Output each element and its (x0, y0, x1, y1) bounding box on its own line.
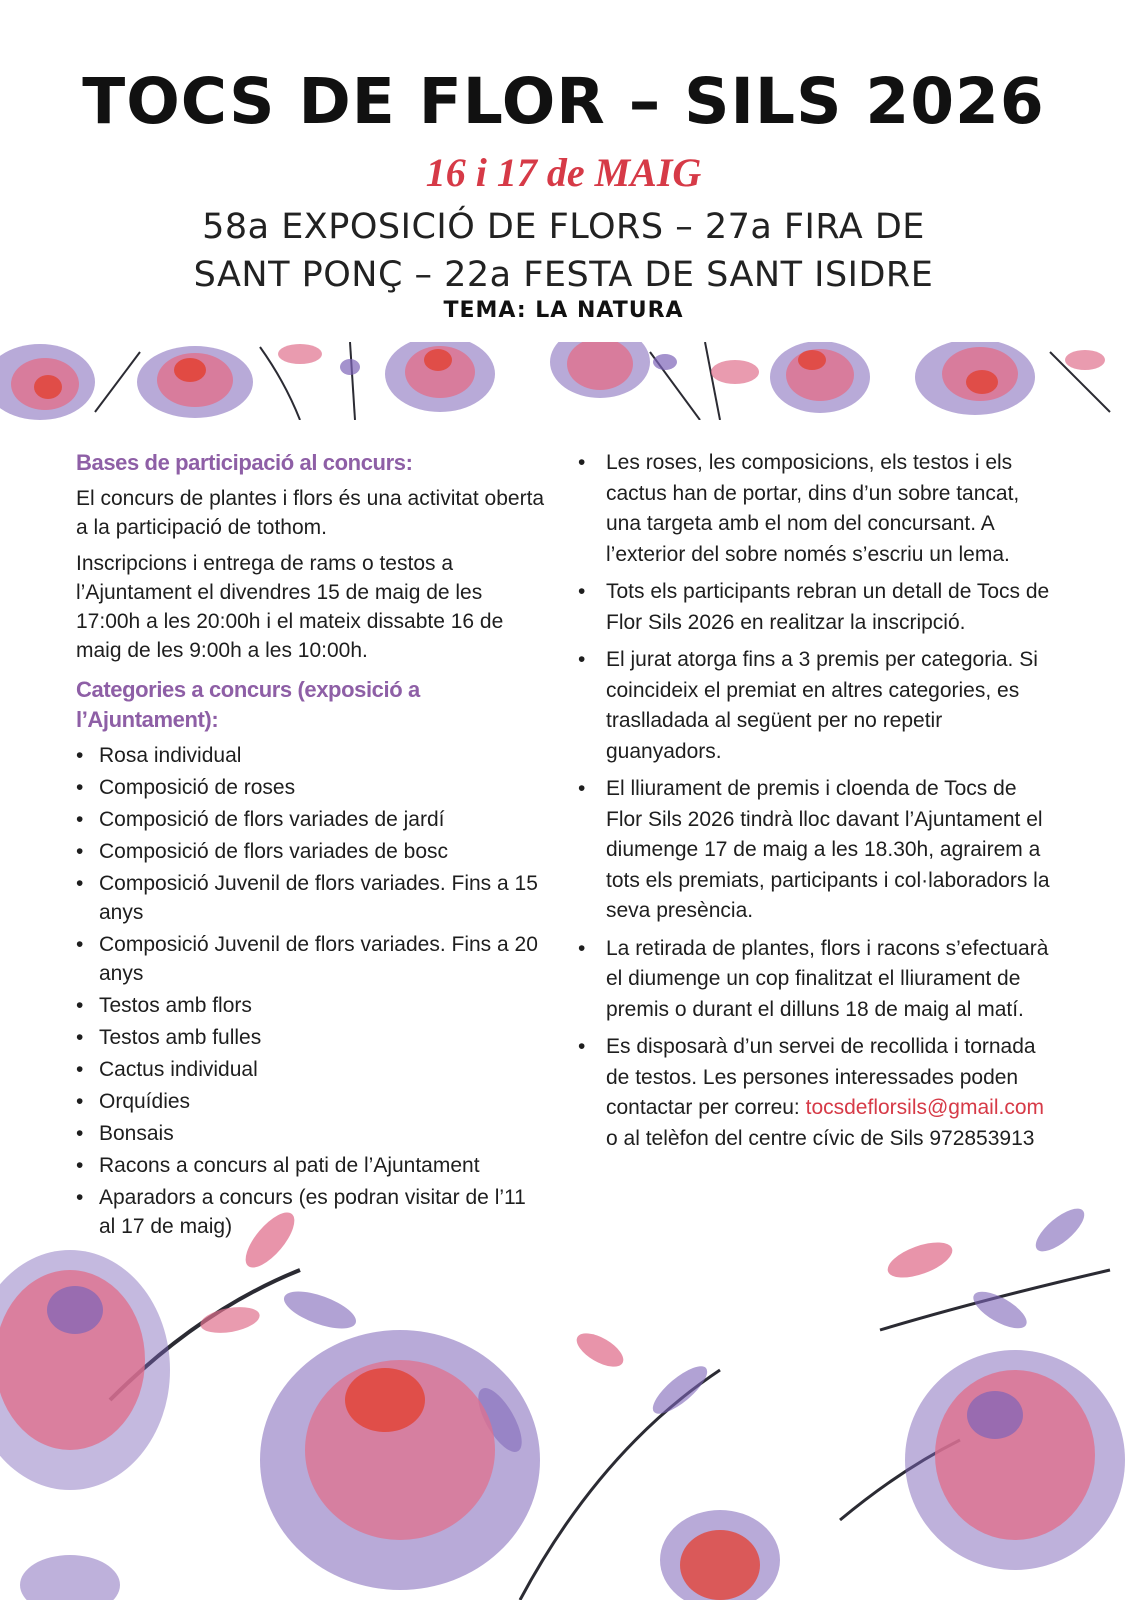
band-rose-5 (770, 342, 870, 413)
email-link[interactable]: tocsdeflorsils@gmail.com (805, 1096, 1044, 1119)
bottom-rose-center (260, 1330, 540, 1590)
category-label: Testos amb fulles (99, 1026, 262, 1049)
category-label: Composició Juvenil de flors variades. Fins a 20 anys (99, 933, 538, 985)
category-label: Composició de roses (99, 776, 296, 799)
bullet-icon: • (76, 808, 84, 831)
bullet-icon: • (76, 1026, 84, 1049)
rule-text: Tots els participants rebran un detall de Tocs de Flor Sils 2026 en realitzar la inscripció. (606, 580, 1050, 634)
band-rose-1 (0, 344, 95, 420)
category-label: Rosa individual (99, 744, 242, 767)
event-dates: 16 i 17 de MAIG (425, 150, 702, 195)
band-rose-6 (915, 342, 1035, 415)
page-title: TOCS DE FLOR – SILS 2026 (82, 65, 1045, 138)
list-item (76, 805, 546, 834)
categories-list (76, 741, 546, 1241)
bullet-icon: • (578, 648, 586, 671)
list-item (578, 934, 1058, 1026)
flower-band-illustration (0, 342, 1127, 420)
flower-bottom-illustration (0, 1200, 1127, 1600)
list-item (76, 1119, 546, 1148)
rule-text: El lliurament de premis i cloenda de Tocs de Flor Sils 2026 tindrà lloc davant l’Ajuntament el diumenge 17 de maig a les 18.30h, agrairem a tots els premiats, participants i col·laboradors la seva presència. (606, 777, 1050, 922)
bottom-rose-left (0, 1250, 170, 1490)
subtitle-line-1: 58a EXPOSICIÓ DE FLORS – 27a FIRA DE (202, 207, 925, 247)
list-item (76, 1023, 546, 1052)
right-column (578, 448, 1058, 1161)
list-item (76, 869, 546, 927)
rule-text-contact: o al telèfon del centre cívic de Sils 972853913 (606, 1126, 1035, 1150)
bullet-icon: • (578, 936, 586, 960)
category-label: Orquídies (99, 1090, 191, 1113)
categories-heading: Categories a concurs (exposició a l’Ajuntament): (76, 677, 420, 732)
category-label: Testos amb flors (99, 994, 252, 1017)
category-label: Composició Juvenil de flors variades. Fins a 15 anys (99, 872, 538, 924)
bases-heading: Bases de participació al concurs: (76, 450, 413, 475)
bottom-rose-small (660, 1510, 780, 1600)
category-label: Composició de flors variades de jardí (99, 808, 445, 831)
list-item (76, 1151, 546, 1180)
band-rose-4 (550, 342, 650, 398)
list-item (578, 645, 1058, 767)
bullet-icon: • (76, 994, 84, 1017)
bullet-icon: • (76, 744, 84, 767)
bullet-icon: • (76, 1154, 84, 1177)
event-subtitle (0, 203, 1127, 299)
rule-text: La retirada de plantes, flors i racons s’efectuarà el diumenge un cop finalitzat el lliurament de premis o durant el dilluns 18 de maig al matí. (606, 936, 1049, 1021)
category-label: Composició de flors variades de bosc (99, 840, 449, 863)
list-item (76, 991, 546, 1020)
category-label: Bonsais (99, 1122, 174, 1145)
bullet-icon: • (578, 1035, 586, 1058)
bullet-icon: • (76, 872, 84, 895)
rule-text: Les roses, les composicions, els testos i els cactus han de portar, dins d’un sobre tancat, una targeta amb el nom del concursant. A l’exterior del sobre només s’escriu un lema. (606, 451, 1020, 566)
subtitle-line-2: SANT PONÇ – 22a FESTA DE SANT ISIDRE (193, 255, 934, 295)
bullet-icon: • (76, 933, 84, 956)
band-rose-3 (385, 342, 495, 412)
bullet-icon: • (76, 1122, 84, 1145)
rule-text: Es disposarà d’un servei de recollida i tornada de testos. Les persones interessades poden contactar per correu: (606, 1035, 1036, 1119)
bullet-icon: • (578, 777, 586, 800)
bases-paragraph-2: Inscripcions i entrega de rams o testos a l’Ajuntament el divendres 15 de maig de les 17:00h a les 20:00h i el mateix dissabte 16 de maig de les 9:00h a les 10:00h. (76, 552, 504, 662)
bullet-icon: • (76, 1186, 84, 1209)
category-label: Racons a concurs al pati de l’Ajuntament (99, 1154, 480, 1177)
left-column (76, 448, 546, 1244)
rules-list (578, 448, 1058, 1154)
list-item (76, 837, 546, 866)
category-label: Aparadors a concurs (es podran visitar de l’11 al 17 de maig) (99, 1186, 526, 1238)
list-item (578, 774, 1058, 927)
bullet-icon: • (578, 580, 586, 603)
bases-paragraph-1: El concurs de plantes i flors és una activitat oberta a la participació de tothom. (76, 487, 545, 539)
list-item (76, 930, 546, 988)
band-rose-2 (137, 346, 253, 418)
rule-text: El jurat atorga fins a 3 premis per categoria. Si coincideix el premiat en altres categories, es traslladada al següent per no repetir guanyadors. (606, 648, 1038, 763)
bullet-icon: • (76, 776, 84, 799)
event-theme: TEMA: LA NATURA (443, 298, 684, 323)
list-item (76, 741, 546, 770)
bullet-icon: • (578, 451, 586, 474)
list-item (76, 1087, 546, 1116)
list-item (76, 773, 546, 802)
bullet-icon: • (76, 1090, 84, 1113)
list-item (578, 577, 1058, 638)
bullet-icon: • (76, 840, 84, 863)
list-item (578, 1032, 1058, 1154)
list-item (76, 1055, 546, 1084)
bottom-rose-right (905, 1350, 1125, 1570)
list-item (578, 448, 1058, 570)
category-label: Cactus individual (99, 1058, 258, 1081)
bullet-icon: • (76, 1058, 84, 1081)
